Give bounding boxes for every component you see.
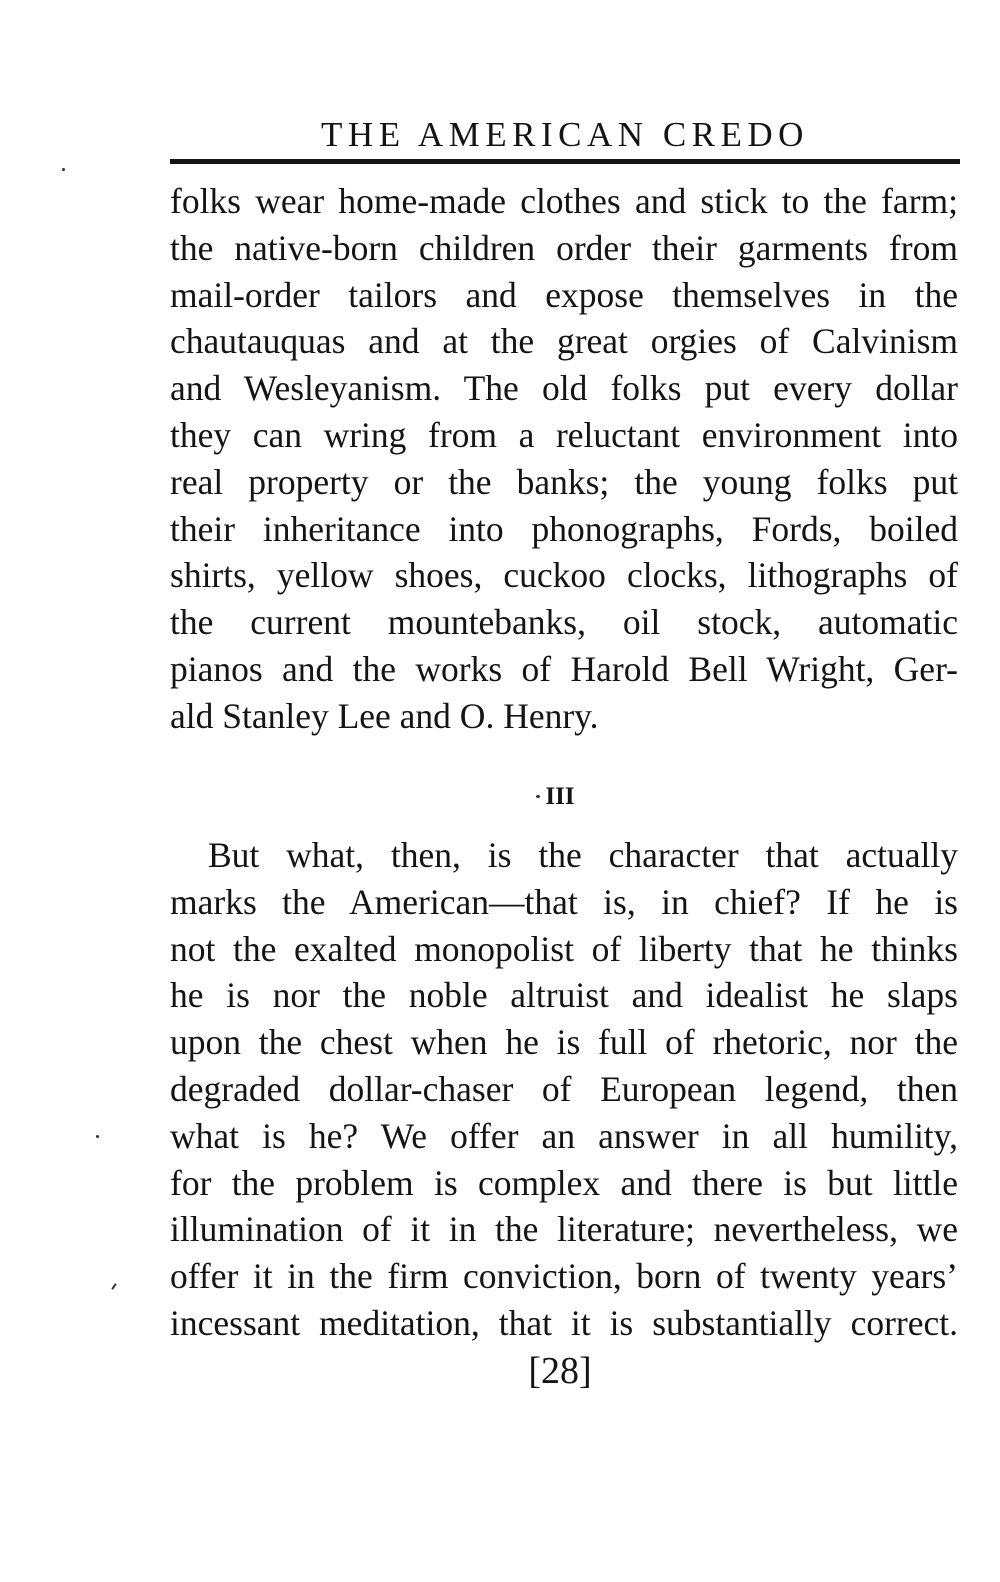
running-head-title: THE AMERICAN CREDO	[321, 115, 809, 154]
text-line: degraded dollar-chaser of European legend, then	[170, 1068, 958, 1109]
text-line: pianos and the works of Harold Bell Wright, Ger-	[170, 648, 958, 689]
text-line: incessant meditation, that it is substantially correct.	[170, 1302, 958, 1343]
text-line: the current mountebanks, oil stock, automatic	[170, 602, 958, 643]
text-line: for the problem is complex and there is but little	[170, 1162, 958, 1203]
scan-speck	[62, 168, 65, 171]
text-line: what is he? We offer an answer in all humility,	[170, 1115, 958, 1156]
text-line: marks the American—that is, in chief? If he is	[170, 881, 958, 922]
text-line: chautauquas and at the great orgies of Calvinism	[170, 321, 958, 362]
text-line: they can wring from a reluctant environment into	[170, 414, 958, 455]
text-line: real property or the banks; the young folks put	[170, 461, 958, 502]
scan-speck	[111, 1283, 117, 1290]
text-line: But what, then, is the character that actually	[208, 835, 958, 875]
section-number: III	[545, 783, 575, 810]
text-line: and Wesleyanism. The old folks put every dollar	[170, 368, 958, 409]
text-line: ald Stanley Lee and O. Henry.	[170, 695, 599, 736]
scan-speck	[96, 1135, 99, 1138]
text-line: illumination of it in the literature; nevertheless, we	[170, 1209, 958, 1250]
text-line: mail-order tailors and expose themselves in the	[170, 274, 958, 315]
text-line: he is nor the noble altruist and idealist he slaps	[170, 975, 958, 1016]
text-line: upon the chest when he is full of rhetoric, nor the	[170, 1022, 958, 1063]
page-number: [28]	[528, 1350, 592, 1392]
text-line: not the exalted monopolist of liberty that he thinks	[170, 928, 958, 969]
text-line: their inheritance into phonographs, Fords, boiled	[170, 508, 958, 549]
paragraph	[170, 832, 958, 1347]
paragraph-continued	[170, 178, 958, 740]
scan-speck	[536, 795, 540, 798]
text-line: the native-born children order their garments from	[170, 227, 958, 268]
text-line: folks wear home-made clothes and stick to the farm;	[170, 181, 958, 221]
header-rule	[170, 159, 960, 164]
text-line: offer it in the firm conviction, born of twenty years’	[170, 1256, 958, 1297]
text-line: shirts, yellow shoes, cuckoo clocks, lithographs of	[170, 555, 958, 596]
